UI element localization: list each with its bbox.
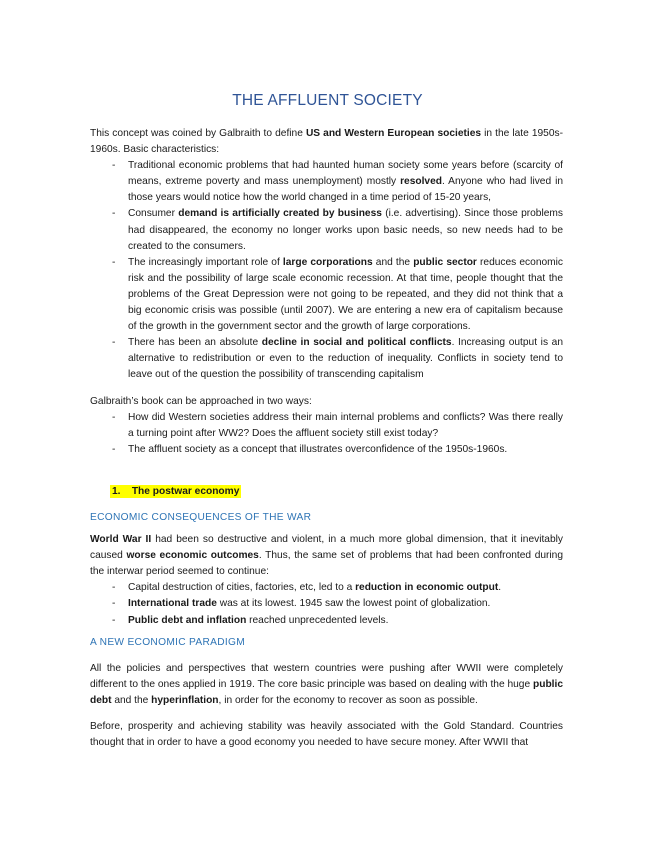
text-span: . Thus, the same set of problems that had been confronted during the interwar period seemed to continue:	[90, 550, 564, 578]
bold-text: World War II	[90, 534, 152, 546]
text-span: How did Western societies address their main internal problems and conflicts? Was there really a turning point after WW2? Does the affluent society still exist today?	[128, 411, 563, 439]
section-heading	[90, 484, 563, 500]
text-span: This concept was coined by Galbraith to define	[90, 128, 306, 139]
list-item	[90, 410, 563, 442]
bold-text: large corporations	[282, 256, 373, 268]
bold-text: public debt	[90, 678, 563, 706]
text-span: There has been an absolute	[128, 337, 262, 349]
subheading-paradigm: A NEW ECONOMIC PARADIGM	[90, 636, 246, 648]
consequences-list	[90, 580, 563, 628]
text-span: was at its lowest. 1945 saw the lowest point of globalization.	[216, 598, 491, 610]
characteristics-list	[90, 158, 563, 383]
list-item	[90, 335, 563, 383]
section-title: The postwar economy	[131, 485, 240, 497]
bold-text: worse economic outcomes	[126, 550, 259, 562]
dash-bullet: -	[112, 160, 116, 172]
highlighted-heading	[110, 485, 241, 498]
bold-text: reduction in economic output	[355, 582, 499, 594]
list-item	[90, 206, 563, 254]
list-item	[90, 596, 563, 612]
bold-text: Public debt and inflation	[128, 614, 247, 626]
document-body	[90, 126, 563, 751]
approach-list	[90, 410, 563, 458]
intro-paragraph	[90, 126, 563, 158]
list-item	[90, 442, 563, 458]
text-span: Consumer	[128, 208, 179, 220]
paradigm-paragraph-2: Before, prosperity and achieving stability was heavily associated with the Gold Standard. Countries thought that in order to have a good economy you needed to have secure money. After WWII that	[90, 721, 563, 749]
bold-text: decline in social and political conflicts	[261, 337, 452, 349]
dash-bullet: -	[112, 411, 116, 423]
text-span: Traditional economic problems that had haunted human society some years before (scarcity of means, extreme poverty and mass unemployment) mostly	[128, 160, 563, 188]
list-item	[90, 613, 563, 629]
dash-bullet: -	[112, 443, 116, 455]
text-span: .	[498, 582, 502, 594]
text-span: , in order for the economy to recover as soon as possible.	[218, 694, 478, 706]
subheading-consequences: ECONOMIC CONSEQUENCES OF THE WAR	[90, 511, 312, 523]
text-span: and the	[111, 694, 152, 706]
document-title: THE AFFLUENT SOCIETY	[232, 92, 423, 109]
dash-bullet: -	[112, 256, 116, 268]
paradigm-paragraph-1	[90, 661, 563, 709]
dash-bullet: -	[112, 614, 116, 626]
consequences-paragraph	[90, 532, 563, 580]
list-item	[90, 255, 563, 335]
text-span: reduces economic risk and the possibility of large scale economic recession. At that time, people thought that the problems of the Great Depression were not going to be repeated, and they did not think that a big economic crisis was possible (until 2007). We are entering a new era of capitalism because of the growth in the government sector and the growth of large corporations.	[128, 256, 563, 333]
text-span: (i.e. advertising). Since those problems had disappeared, the economy no longer works upon basic needs, so new needs had to be created to the consumers.	[128, 208, 563, 252]
list-item	[90, 158, 563, 206]
dash-bullet: -	[112, 598, 116, 610]
text-span: and the	[372, 256, 414, 268]
section-number: 1.	[112, 485, 121, 497]
text-span: All the policies and perspectives that western countries were pushing after WWII were completely different to the ones applied in 1919. The core basic principle was based on dealing with the huge	[90, 662, 563, 690]
bold-text: demand is artificially created by business	[178, 208, 382, 220]
text-span: reached unprecedented levels.	[246, 614, 389, 626]
text-span: The affluent society as a concept that illustrates overconfidence of the 1950s-1960s.	[128, 443, 508, 455]
approach-intro: Galbraith’s book can be approached in two ways:	[90, 395, 312, 407]
text-span: had been so destructive and violent, in a much more global dimension, that it inevitably caused	[90, 534, 563, 562]
text-span: Capital destruction of cities, factories, etc, led to a	[128, 582, 356, 594]
text-span: The increasingly important role of	[128, 256, 283, 268]
bold-text: International trade	[128, 598, 217, 610]
text-span: . Increasing output is an alternative to redistribution or even to the reduction of inequality. Conflicts in society tend to leave out of the question the possibility of transcending capitalism	[128, 337, 564, 381]
list-item	[90, 580, 563, 596]
bold-text: hyperinflation	[151, 694, 219, 706]
dash-bullet: -	[112, 337, 116, 349]
dash-bullet: -	[112, 208, 116, 220]
dash-bullet: -	[112, 582, 116, 594]
bold-text: resolved	[400, 176, 442, 188]
text-span: in the late 1950s-1960s. Basic characteristics:	[90, 128, 563, 156]
text-span: . Anyone who had lived in those years would notice how the world changed in a time period of 15-20 years,	[128, 176, 563, 204]
bold-text: US and Western European societies	[305, 128, 482, 139]
bold-text: public sector	[413, 256, 477, 268]
